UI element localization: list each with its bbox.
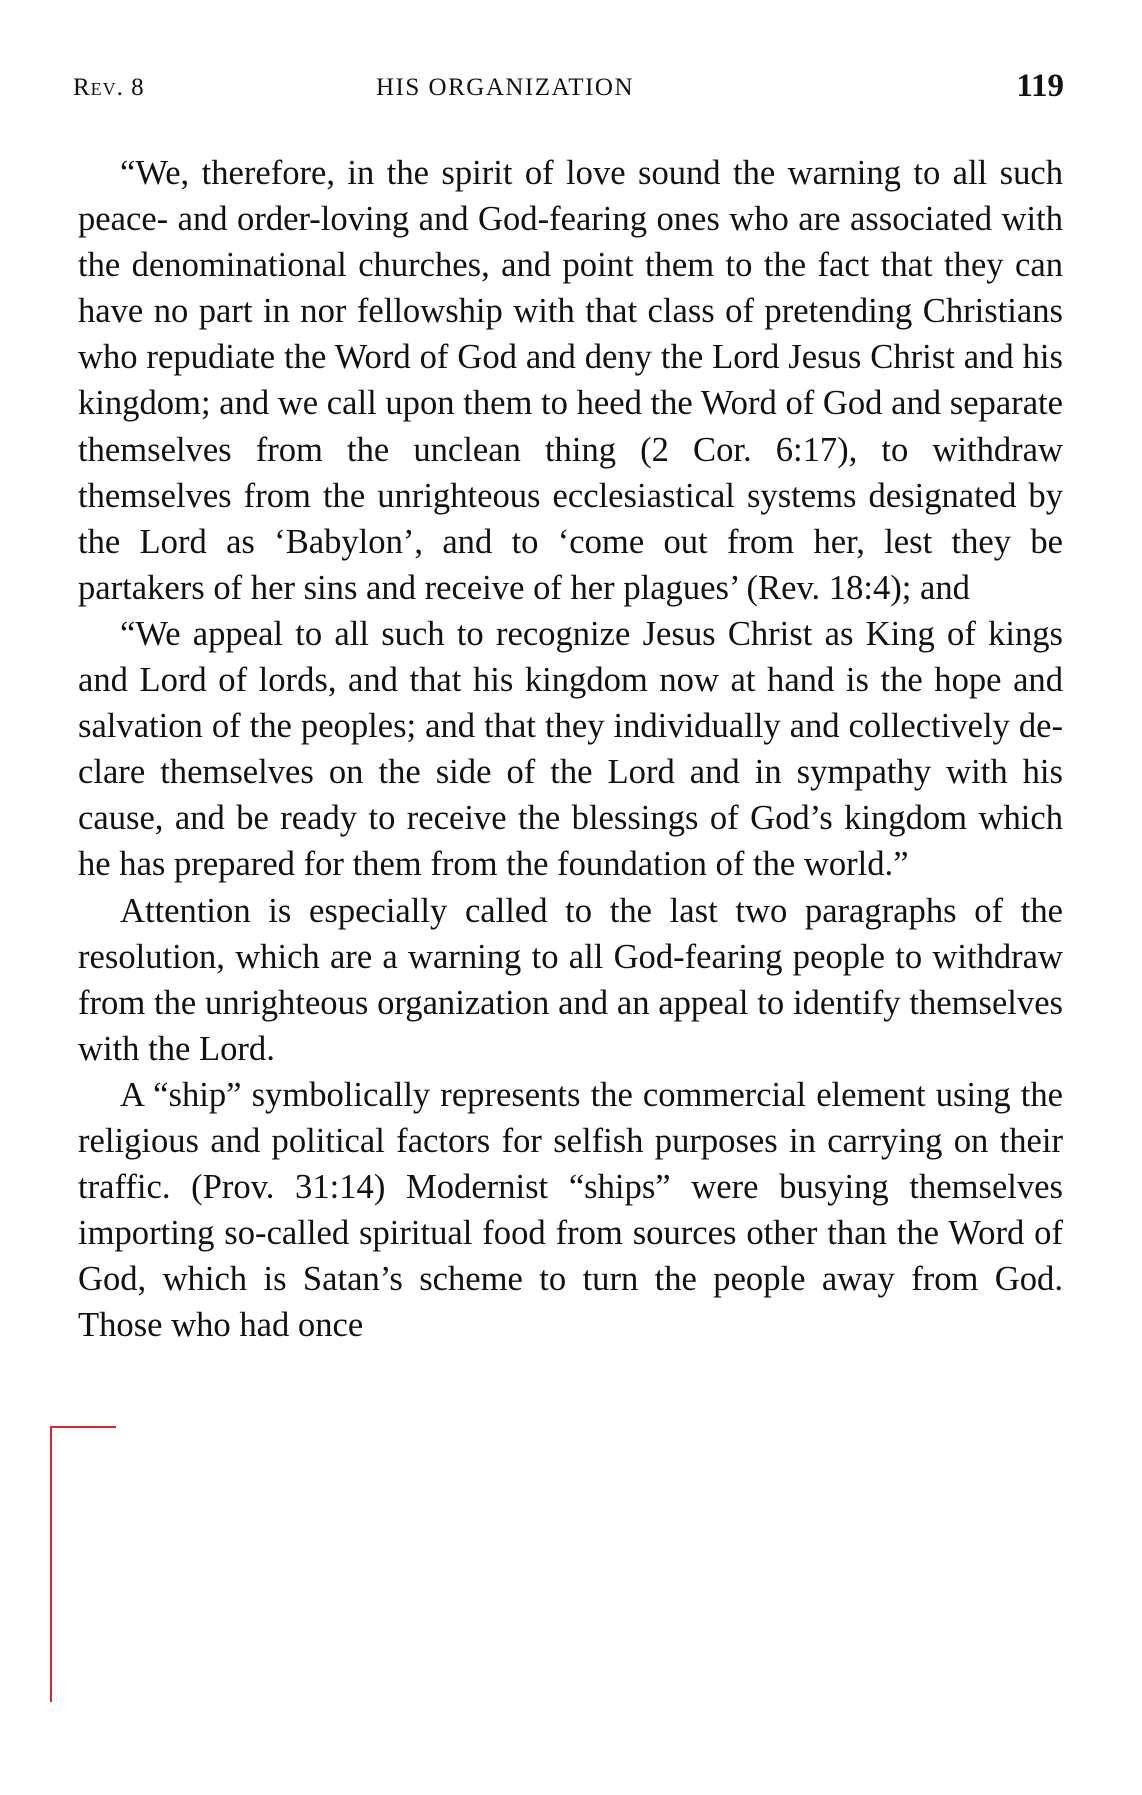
paragraph-resolution-warning: “We, therefore, in the spirit of love sound the warning to all such peace- and order-loving and God-fearing ones who are associated with the denominational churches, and point them to the fact that they can have no part in nor fellowship with that class of pretending Christians who repudiate the Word of God and deny the Lord Jesus Christ and his kingdom; and we call upon them to heed the Word of God and separate themselves from the unclean thing (2 Cor. 6:17), to withdraw themselves from the unrighteous ecclesiastical systems designated by the Lord as ‘Babylon’, and to ‘come out from her, lest they be partakers of her sins and receive of her plagues’ (Rev. 18:4); and bbox=[78, 154, 1063, 607]
margin-marker-tick bbox=[50, 1426, 116, 1428]
paragraph-attention: Attention is especially called to the last two paragraphs of the resolution, which are a warning to all God-fearing people to withdraw from the unrighteous organization and an appeal to identify themselves with the Lord. bbox=[78, 891, 1063, 1068]
running-header bbox=[73, 68, 1068, 108]
running-title: HIS ORGANIZATION bbox=[376, 74, 635, 101]
chapter-reference: Rev. 8 bbox=[73, 74, 145, 101]
paragraph-ship: A “ship” symbolically represents the commercial element using the religious and political factors for selfish purposes in carrying on their traffic. (Prov. 31:14) Modernist “ships” were busying themselves importing so-called spiritual food from sources other than the Word of God, which is Satan’s scheme to turn the people away from God. Those who had once bbox=[78, 1075, 1063, 1345]
margin-marker-line bbox=[50, 1426, 52, 1702]
page-number: 119 bbox=[1016, 68, 1064, 104]
paragraph-resolution-appeal: “We appeal to all such to recognize Jesus Christ as King of kings and Lord of lords, and that his kingdom now at hand is the hope and salvation of the peoples; and that they individually and collectively declare themselves on the side of the Lord and in sympathy with his cause, and be ready to receive the blessings of God’s kingdom which he has prepared for them from the foundation of the world.” bbox=[78, 614, 1063, 884]
body-text bbox=[78, 150, 1063, 1348]
